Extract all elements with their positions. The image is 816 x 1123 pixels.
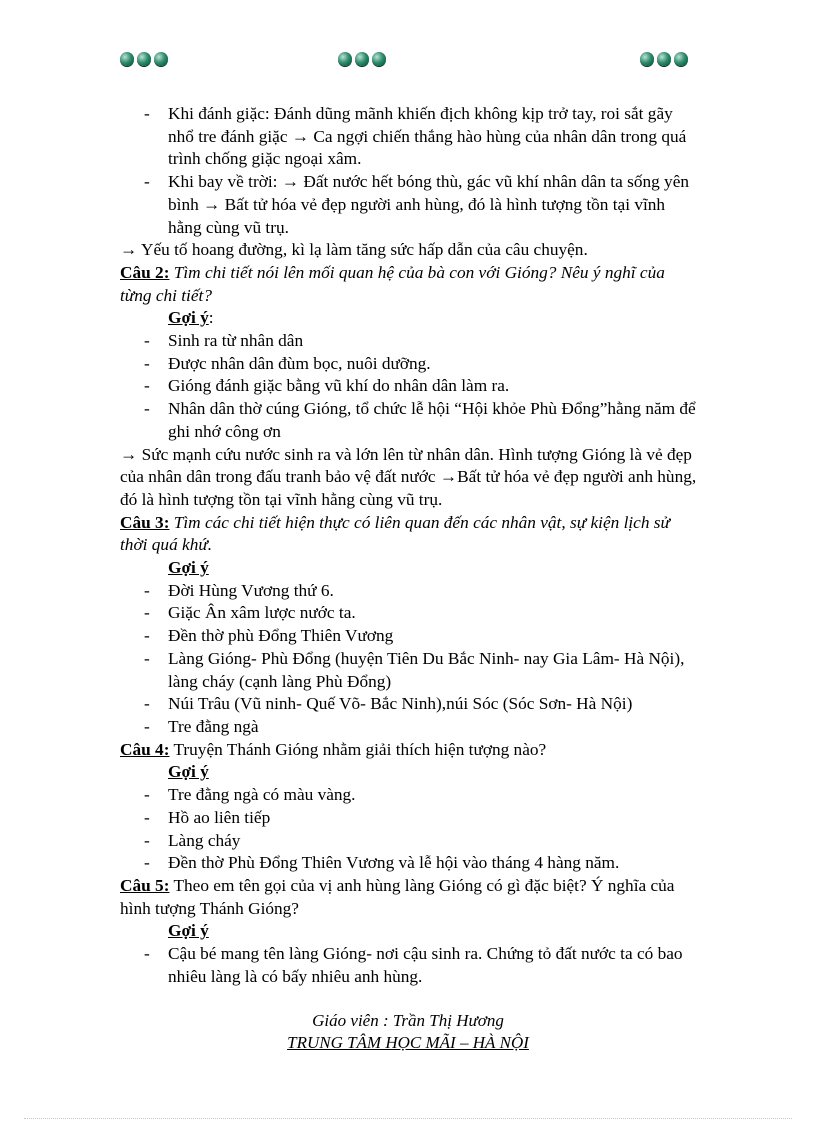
green-bullet-icon — [338, 52, 352, 66]
list-item: - Đền thờ Phù Đổng Thiên Vương và lễ hội vào tháng 4 hàng năm. — [120, 852, 700, 875]
list-item: - Tre đằng ngà — [120, 716, 700, 739]
hint-suffix: : — [208, 308, 214, 328]
document-footer — [0, 1010, 816, 1054]
list-item: - Làng Gióng- Phù Đổng (huyện Tiên Du Bắc Ninh- nay Gia Lâm- Hà Nội), làng cháy (cạnh làng Phù Đổng) — [120, 648, 700, 693]
ornament-group-left — [120, 52, 168, 66]
list-item: - Hồ ao liên tiếp — [120, 807, 700, 830]
hint-label: Gợi ý — [168, 308, 209, 328]
green-bullet-icon — [154, 52, 168, 66]
list-item: - Được nhân dân đùm bọc, nuôi dưỡng. — [120, 353, 700, 376]
list-item: - Đời Hùng Vương thứ 6. — [120, 580, 700, 603]
question-5-label: Câu 5: — [120, 875, 170, 895]
list-item: - Giặc Ân xâm lược nước ta. — [120, 602, 700, 625]
section1-conclusion: → Yếu tố hoang đường, kì lạ làm tăng sức hấp dẫn của câu chuyện. — [120, 240, 588, 260]
school-name: TRUNG TÂM HỌC MÃI – HÀ NỘI — [287, 1033, 529, 1052]
question-5-hint-heading: Gợi ý — [168, 921, 209, 941]
green-bullet-icon — [674, 52, 688, 66]
list-item: - Tre đằng ngà có màu vàng. — [120, 784, 700, 807]
green-bullet-icon — [355, 52, 369, 66]
question-5 — [120, 875, 700, 920]
question-3-text: Tìm các chi tiết hiện thực có liên quan đến các nhân vật, sự kiện lịch sử thời quá khứ. — [120, 512, 670, 555]
list-item: - Sinh ra từ nhân dân — [120, 330, 700, 353]
question-2 — [120, 262, 700, 307]
question-2-text: Tìm chi tiết nói lên mối quan hệ của bà con với Gióng? Nêu ý nghĩ của từng chi tiết? — [120, 262, 665, 305]
list-item: - Khi bay về trời: → Đất nước hết bóng thù, gác vũ khí nhân dân ta sống yên bình → Bất tử hóa vẻ đẹp người anh hùng, đó là hình tượng tồn tại vĩnh hằng cùng vũ trụ. — [120, 171, 700, 239]
question-5-text: Theo em tên gọi của vị anh hùng làng Gióng có gì đặc biệt? Ý nghĩa của hình tượng Thánh Gióng? — [120, 875, 675, 918]
list-item: - Cậu bé mang tên làng Gióng- nơi cậu sinh ra. Chứng tỏ đất nước ta có bao nhiêu làng là có bấy nhiêu anh hùng. — [120, 943, 700, 988]
list-item: - Làng cháy — [120, 830, 700, 853]
question-2-conclusion: → Sức mạnh cứu nước sinh ra và lớn lên từ nhân dân. Hình tượng Gióng là vẻ đẹp của nhân dân trong đấu tranh bảo vệ đất nước →Bất tử hóa vẻ đẹp người anh hùng, đó là hình tượng tồn tại vĩnh hằng cùng vũ trụ. — [120, 444, 697, 509]
question-4 — [120, 739, 700, 762]
green-bullet-icon — [657, 52, 671, 66]
ornament-group-center — [338, 52, 386, 66]
list-item: - Nhân dân thờ cúng Gióng, tổ chức lễ hội “Hội khỏe Phù Đổng”hằng năm để ghi nhớ công ơn — [120, 398, 700, 443]
ornament-group-right — [640, 52, 688, 66]
question-3 — [120, 512, 700, 557]
question-4-label: Câu 4: — [120, 739, 170, 759]
question-4-hint-heading: Gợi ý — [168, 762, 209, 782]
green-bullet-icon — [640, 52, 654, 66]
question-2-hint-heading — [120, 307, 700, 330]
document-body — [120, 103, 700, 988]
page-bottom-edge — [24, 1118, 792, 1119]
question-3-hint-heading: Gợi ý — [168, 558, 209, 578]
list-item: - Núi Trâu (Vũ ninh- Quế Võ- Bắc Ninh),núi Sóc (Sóc Sơn- Hà Nội) — [120, 693, 700, 716]
list-item: - Đền thờ phù Đổng Thiên Vương — [120, 625, 700, 648]
green-bullet-icon — [372, 52, 386, 66]
green-bullet-icon — [137, 52, 151, 66]
question-4-text: Truyện Thánh Gióng nhằm giải thích hiện tượng nào? — [169, 739, 547, 759]
list-item: - Gióng đánh giặc bằng vũ khí do nhân dân làm ra. — [120, 375, 700, 398]
question-2-label: Câu 2: — [120, 262, 170, 282]
list-item: - Khi đánh giặc: Đánh dũng mãnh khiến địch không kịp trở tay, roi sắt gãy nhổ tre đánh giặc → Ca ngợi chiến thắng hào hùng của nhân dân trong quá trình chống giặc ngoại xâm. — [120, 103, 700, 171]
green-bullet-icon — [120, 52, 134, 66]
teacher-name: Giáo viên : Trần Thị Hương — [312, 1011, 504, 1030]
question-3-label: Câu 3: — [120, 512, 170, 532]
header-ornaments — [0, 52, 816, 70]
